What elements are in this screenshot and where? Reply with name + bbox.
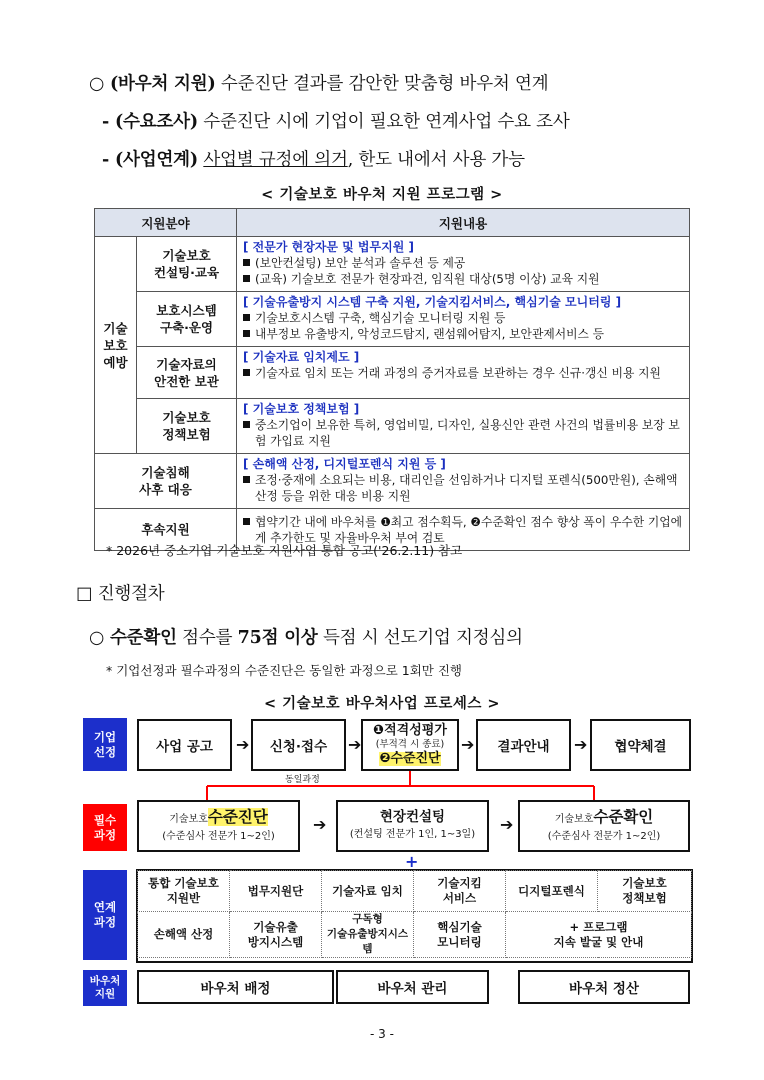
arrow-icon: ➔ <box>236 735 250 754</box>
arrow-icon: ➔ <box>500 815 514 834</box>
level-title: ○ 수준확인 <box>89 628 177 648</box>
grid-cell: 디지털포렌식 <box>506 871 598 912</box>
req-level-diagnosis: 기술보호수준진단 (수준심사 전문가 1~2인) <box>137 800 300 852</box>
step-result: 결과안내 <box>476 719 571 771</box>
level-note: * 기업선정과 필수과정의 수준진단은 동일한 과정으로 1회만 진행 <box>106 663 462 678</box>
row-heading: [ 기술보호 정책보험 ] <box>243 402 360 416</box>
survey-text: 수준진단 시에 기업이 필요한 연계사업 수요 조사 <box>197 112 570 132</box>
row-category: 기술보호 컨설팅·교육 <box>137 237 237 292</box>
row-item: 조정·중재에 소요되는 비용, 대리인을 선임하거나 디지털 포렌식(500만원), 손해액 산정 등을 위한 대응 비용 지원 <box>243 472 683 504</box>
req-level-confirm: 기술보호수준확인 (수준심사 전문가 1~2인) <box>518 800 690 852</box>
link-underlined: 사업별 규정에 의거 <box>203 150 348 170</box>
row-item: 기술보호시스템 구축, 핵심기술 모니터링 지원 등 <box>243 310 683 326</box>
grid-cell: 기술지킴 서비스 <box>414 871 506 912</box>
linked-grid <box>137 870 692 958</box>
row-category: 보호시스템 구축·운영 <box>137 292 237 347</box>
row-category: 기술자료의 안전한 보관 <box>137 347 237 399</box>
voucher-text: 수준진단 결과를 감안한 맞춤형 바우처 연계 <box>215 74 549 94</box>
group-prevention: 기술 보호 예방 <box>95 237 137 454</box>
req-field-consulting: 현장컨설팅 (컨설팅 전문가 1인, 1~3일) <box>336 800 489 852</box>
grid-cell: 구독형 기술유출방지시스템 <box>322 912 414 958</box>
survey-title: - (수요조사) <box>102 112 198 132</box>
arrow-icon: ➔ <box>348 735 362 754</box>
row-item: 내부정보 유출방지, 악성코드탐지, 랜섬웨어탐지, 보안관제서비스 등 <box>243 326 683 342</box>
row-category: 후속지원 <box>95 509 237 551</box>
row-label-linked: 연계 과정 <box>83 870 127 960</box>
step-evaluation: ❶적격성평가 (부적격 시 종료) ❷수준진단 <box>361 719 459 771</box>
step-apply: 신청·접수 <box>251 719 346 771</box>
page-number: - 3 - <box>370 1027 394 1041</box>
voucher-manage: 바우처 관리 <box>336 970 489 1004</box>
grid-cell: 핵심기술 모니터링 <box>414 912 506 958</box>
row-category: 기술보호 정책보험 <box>137 399 237 454</box>
row-heading: [ 기술자료 임치제도 ] <box>243 350 360 364</box>
col-field-header: 지원분야 <box>95 209 237 237</box>
voucher-assign: 바우처 배정 <box>137 970 334 1004</box>
step-contract: 협약체결 <box>590 719 691 771</box>
grid-cell: 법무지원단 <box>230 871 322 912</box>
voucher-settle: 바우처 정산 <box>518 970 690 1004</box>
level-bullet: ○ 수준확인 점수를 75점 이상 득점 시 선도기업 지정심의 <box>89 628 523 648</box>
row-item: (교육) 기술보호 전문가 현장파견, 임직원 대상(5명 이상) 교육 지원 <box>243 271 683 287</box>
link-title: - (사업연계) <box>102 150 198 170</box>
arrow-icon: ➔ <box>574 735 588 754</box>
procedure-heading: □ 진행절차 <box>76 584 165 604</box>
arrow-icon: ➔ <box>313 815 327 834</box>
grid-cell: 기술유출 방지시스템 <box>230 912 322 958</box>
program-note: * 2026년 중소기업 기술보호 지원사업 통합 공고('26.2.11) 참고 <box>106 543 463 558</box>
process-caption: < 기술보호 바우처사업 프로세스 > <box>263 696 501 712</box>
grid-cell: 기술보호 정책보험 <box>598 871 692 912</box>
row-label-voucher: 바우처 지원 <box>83 970 127 1006</box>
program-table-caption: < 기술보호 바우처 지원 프로그램 > <box>261 187 503 203</box>
grid-cell: + 프로그램 지속 발굴 및 안내 <box>506 912 692 958</box>
row-heading: [ 기술유출방지 시스템 구축 지원, 기술지킴서비스, 핵심기술 모니터링 ] <box>243 295 622 309</box>
row-label-required: 필수 과정 <box>83 804 127 851</box>
same-process-label: 동일과정 <box>285 775 320 785</box>
level-diagnosis-highlight: ❷수준진단 <box>379 751 441 766</box>
arrow-icon: ➔ <box>461 735 475 754</box>
level-bold: 75점 이상 <box>237 628 318 648</box>
row-label-selection: 기업 선정 <box>83 718 127 771</box>
grid-cell: 통합 기술보호 지원반 <box>138 871 230 912</box>
col-content-header: 지원내용 <box>237 209 690 237</box>
row-category: 기술침해 사후 대응 <box>95 454 237 509</box>
row-item: 중소기업이 보유한 특허, 영업비밀, 디자인, 실용신안 관련 사건의 법률비용 보장 보험 가입료 지원 <box>243 417 683 449</box>
grid-cell: 기술자료 임치 <box>322 871 414 912</box>
voucher-title: ○ (바우처 지원) <box>89 74 216 94</box>
row-heading: [ 손해액 산정, 디지털포렌식 지원 등 ] <box>243 457 446 471</box>
row-item: 협약기간 내에 바우처를 ❶최고 점수획득, ❷수준확인 점수 향상 폭이 우수한 기업에게 추가한도 및 자율바우처 부여 검토 <box>243 514 683 546</box>
plus-icon: + <box>405 852 419 871</box>
row-item: (보안컨설팅) 보안 분석과 솔루션 등 제공 <box>243 255 683 271</box>
step-announce: 사업 공고 <box>137 719 232 771</box>
link-text: , 한도 내에서 사용 가능 <box>347 150 525 170</box>
row-item: 기술자료 임치 또는 거래 과정의 증거자료를 보관하는 경우 신규·갱신 비용 지원 <box>243 365 683 381</box>
grid-cell: 손해액 산정 <box>138 912 230 958</box>
row-heading: [ 전문가 현장자문 및 법무지원 ] <box>243 240 414 254</box>
